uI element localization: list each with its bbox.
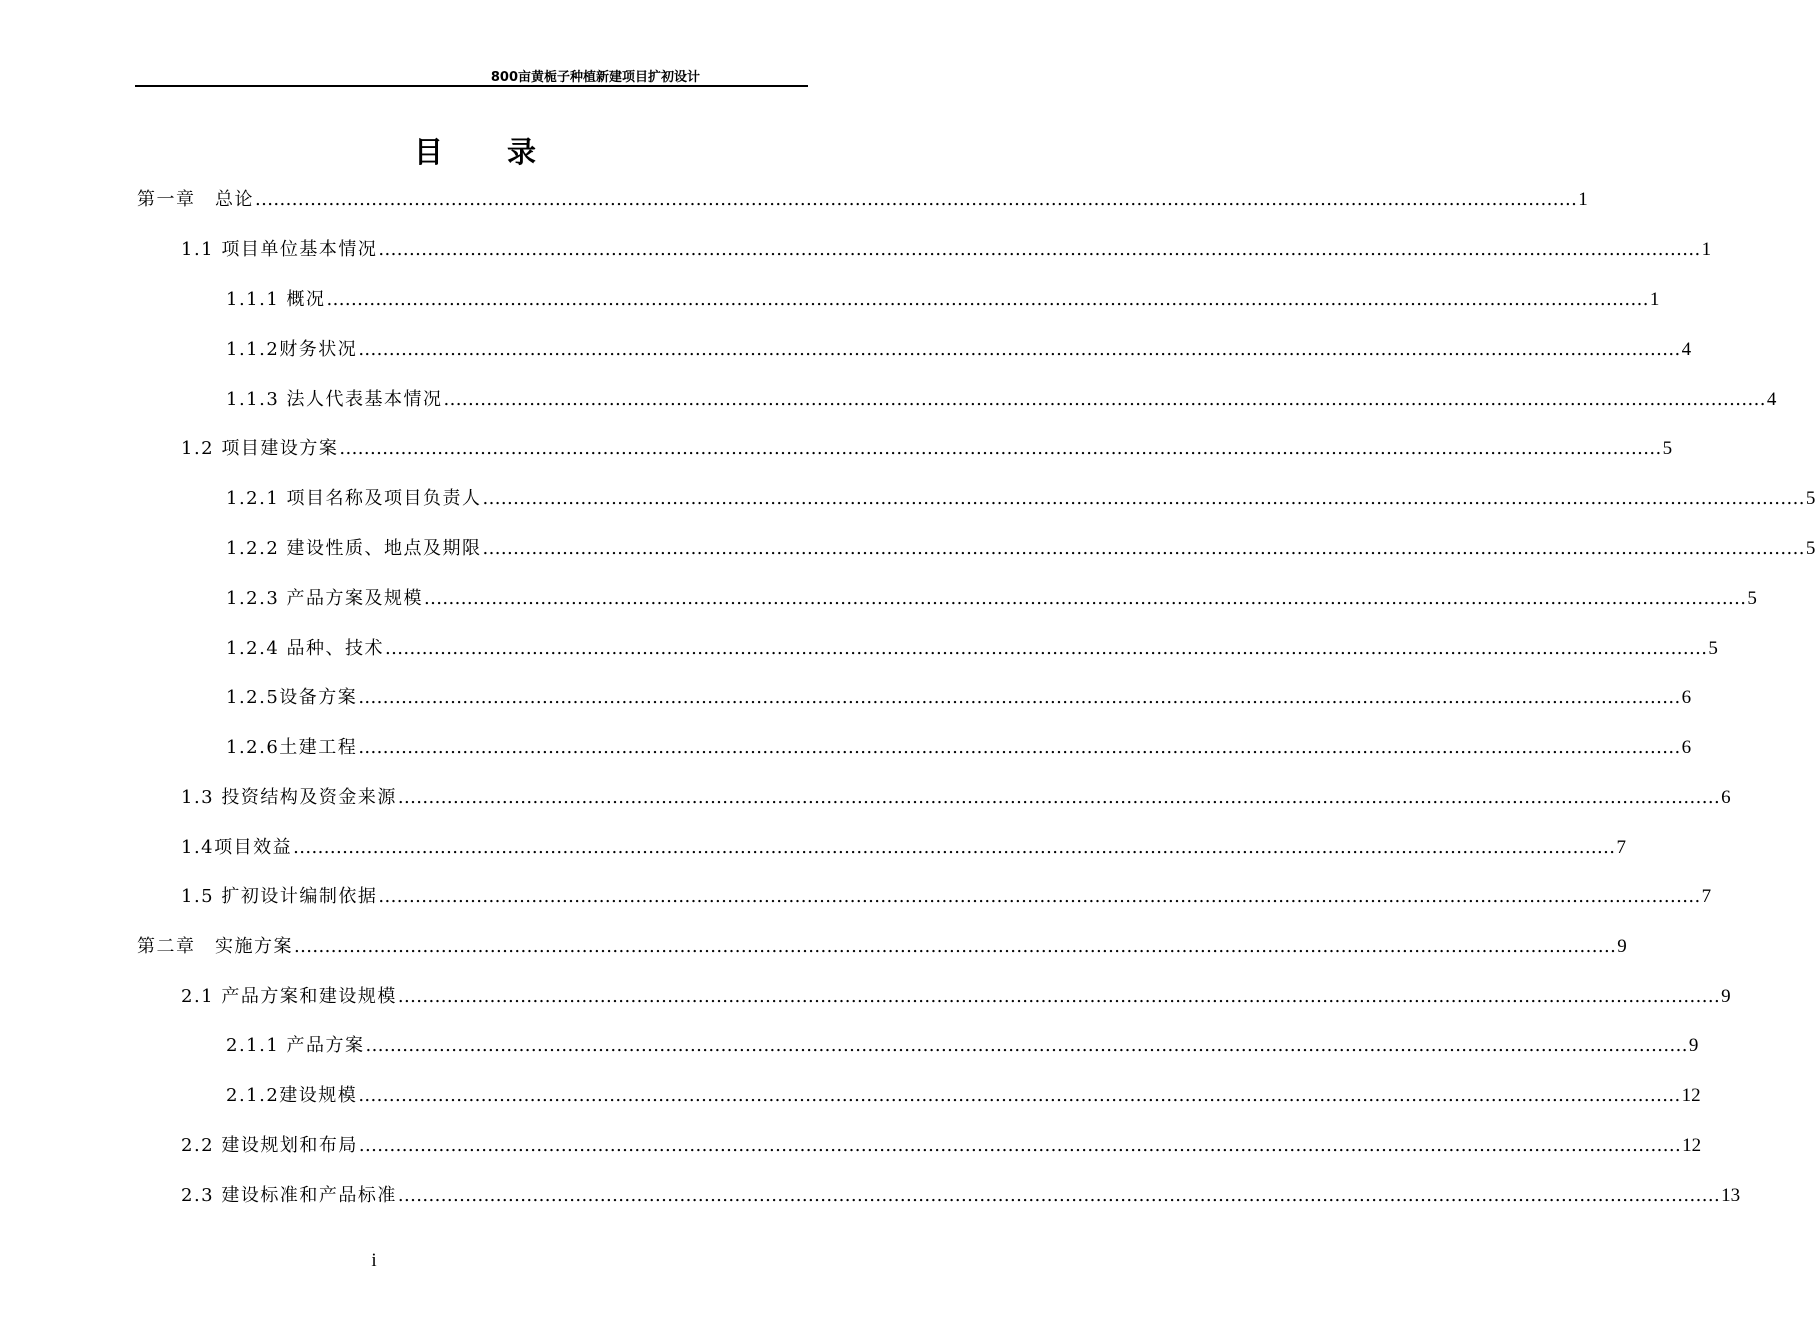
toc-entry-text: 1.1.3 法人代表基本情况 [226,389,443,410]
toc-leader-dots: ........................................................................................................................................................................................................................ [365,1035,1688,1056]
toc-entry-1-2-2[interactable] [226,535,1815,563]
toc-entry-1-1-1[interactable] [226,286,1660,314]
toc-entry-1-1[interactable] [181,236,1712,264]
toc-entry-text: 1.2.2 建设性质、地点及期限 [226,538,482,559]
toc-leader-dots: ........................................................................................................................................................................................................................ [482,488,1805,509]
toc-leader-dots: ........................................................................................................................................................................................................................ [385,638,1708,659]
toc-entry-text: 1.5 扩初设计编制依据 [181,886,378,907]
toc-entry-1-4[interactable] [181,834,1626,862]
toc-entry-page: 12 [1681,1085,1701,1106]
toc-leader-dots: ........................................................................................................................................................................................................................ [443,389,1766,410]
toc-entry-page: 9 [1617,936,1627,957]
toc-leader-dots: ........................................................................................................................................................................................................................ [255,189,1578,210]
toc-entry-page: 4 [1766,389,1777,410]
toc-entry-text: 2.1.1 产品方案 [226,1035,365,1056]
toc-leader-dots: ........................................................................................................................................................................................................................ [424,588,1747,609]
toc-entry-page: 5 [1747,588,1757,609]
toc-entry-2-1-1[interactable] [226,1032,1699,1060]
toc-entry-text: 第二章 实施方案 [137,936,293,957]
toc-leader-dots: ........................................................................................................................................................................................................................ [397,787,1721,808]
toc-entry-text: 2.1 产品方案和建设规模 [181,986,397,1007]
toc-entry-text: 2.1.2建设规模 [226,1085,358,1106]
toc-entry-text: 1.1.1 概况 [226,289,326,310]
toc-entry-page: 7 [1616,837,1626,858]
toc-leader-dots: ........................................................................................................................................................................................................................ [397,1185,1721,1206]
toc-entry-text: 1.2.1 项目名称及项目负责人 [226,488,482,509]
toc-entry-page: 5 [1805,488,1815,509]
toc-entry-text: 2.2 建设规划和布局 [181,1135,358,1156]
toc-leader-dots: ........................................................................................................................................................................................................................ [397,986,1721,1007]
toc-leader-dots: ........................................................................................................................................................................................................................ [378,239,1701,260]
toc-entry-text: 1.4项目效益 [181,837,293,858]
toc-entry-page: 5 [1708,638,1718,659]
toc-leader-dots: ........................................................................................................................................................................................................................ [326,289,1649,310]
toc-entry-text: 1.2.3 产品方案及规模 [226,588,424,609]
toc-entry-page: 13 [1721,1185,1741,1206]
toc-leader-dots: ........................................................................................................................................................................................................................ [358,339,1681,360]
toc-leader-dots: ........................................................................................................................................................................................................................ [293,837,1616,858]
toc-entry-1-2-4[interactable] [226,635,1718,663]
toc-entry-page: 6 [1721,787,1731,808]
toc-leader-dots: ........................................................................................................................................................................................................................ [339,438,1662,459]
toc-entry-page: 5 [1805,538,1815,559]
toc-entry-1-2-1[interactable] [226,485,1815,513]
toc-entry-1-3[interactable] [181,784,1731,812]
toc-entry-page: 1 [1649,289,1660,310]
toc-entry-text: 1.1.2财务状况 [226,339,358,360]
toc-entry-page: 4 [1681,339,1692,360]
toc-leader-dots: ........................................................................................................................................................................................................................ [294,936,1617,957]
toc-leader-dots: ........................................................................................................................................................................................................................ [482,538,1805,559]
toc-leader-dots: ........................................................................................................................................................................................................................ [378,886,1701,907]
toc-entry-2-3[interactable] [181,1182,1741,1210]
toc-entry-text: 1.2.6土建工程 [226,737,358,758]
toc-entry-text: 1.1 项目单位基本情况 [181,239,378,260]
toc-entry-text: 1.2 项目建设方案 [181,438,339,459]
toc-entry-2-1[interactable] [181,983,1731,1011]
toc-entry-1-2[interactable] [181,435,1673,463]
toc-entry-page: 9 [1721,986,1731,1007]
toc-entry-text: 2.3 建设标准和产品标准 [181,1185,397,1206]
toc-entry-2-2[interactable] [181,1132,1702,1160]
toc-leader-dots: ........................................................................................................................................................................................................................ [358,1135,1682,1156]
toc-entry-1-2-5[interactable] [226,684,1692,712]
toc-entry-1-1-3[interactable] [226,386,1777,414]
toc-entry-text: 1.3 投资结构及资金来源 [181,787,397,808]
toc-title: 目录 [413,135,600,169]
header-rule [135,85,808,87]
toc-entry-page: 12 [1682,1135,1702,1156]
toc-entry-1-2-6[interactable] [226,734,1692,762]
toc-entry-page: 9 [1688,1035,1699,1056]
toc-leader-dots: ........................................................................................................................................................................................................................ [358,737,1681,758]
toc-entry-chapter-1[interactable] [137,186,1588,214]
toc-entry-page: 1 [1701,239,1712,260]
toc-entry-page: 1 [1578,189,1588,210]
toc-entry-page: 6 [1681,687,1692,708]
page-number: i [371,1250,377,1271]
toc-entry-1-5[interactable] [181,883,1712,911]
toc-entry-page: 5 [1662,438,1673,459]
toc-entry-1-1-2[interactable] [226,336,1692,364]
running-header: 800亩黄栀子种植新建项目扩初设计 [490,70,700,85]
toc-entry-page: 6 [1681,737,1692,758]
toc-entry-1-2-3[interactable] [226,585,1757,613]
toc-entry-2-1-2[interactable] [226,1082,1701,1110]
toc-entry-text: 第一章 总论 [137,189,254,210]
toc-entry-chapter-2[interactable] [137,933,1627,961]
toc-entry-text: 1.2.4 品种、技术 [226,638,385,659]
toc-entry-text: 1.2.5设备方案 [226,687,358,708]
toc-leader-dots: ........................................................................................................................................................................................................................ [358,1085,1681,1106]
toc-entry-page: 7 [1701,886,1712,907]
toc-leader-dots: ........................................................................................................................................................................................................................ [358,687,1681,708]
